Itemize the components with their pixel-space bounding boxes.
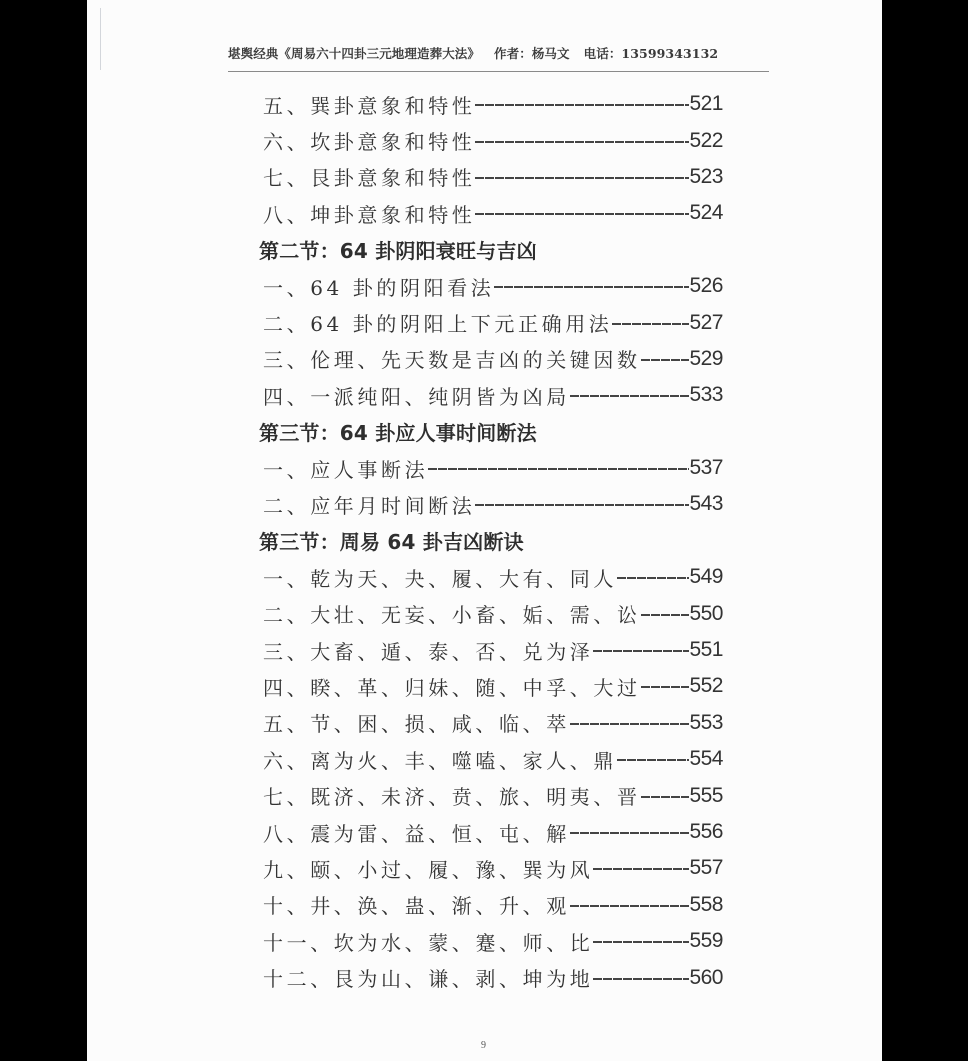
toc-page-number: 526 — [689, 274, 723, 298]
toc-entry — [263, 159, 721, 195]
table-of-contents — [259, 86, 723, 996]
dot-leader — [475, 213, 689, 215]
toc-entry — [263, 559, 721, 595]
dot-leader — [570, 832, 690, 834]
toc-entry — [263, 887, 721, 923]
dot-leader — [475, 141, 689, 143]
dot-leader — [593, 978, 689, 980]
toc-page-number: 553 — [689, 710, 723, 734]
toc-page-number: 554 — [689, 747, 723, 771]
dot-leader — [475, 504, 689, 506]
toc-entry-title: 九、颐、小过、履、豫、巽为风 — [263, 857, 594, 882]
toc-entry-title: 七、艮卦意象和特性 — [263, 166, 476, 191]
toc-entry — [263, 959, 721, 995]
toc-page-number: 524 — [689, 201, 723, 225]
toc-entry-title: 一、64 卦的阴阳看法 — [263, 275, 495, 300]
page-number: 9 — [481, 1040, 486, 1051]
toc-entry-title: 六、坎卦意象和特性 — [263, 130, 476, 155]
toc-entry-title: 二、64 卦的阴阳上下元正确用法 — [263, 312, 613, 337]
dot-leader — [641, 686, 690, 688]
toc-entry — [263, 304, 721, 340]
toc-entry-title: 三、大畜、遁、泰、否、兑为泽 — [263, 639, 594, 664]
toc-entry — [263, 668, 721, 704]
dot-leader — [617, 759, 689, 761]
toc-entry-title: 二、大壮、无妄、小畜、姤、需、讼 — [263, 603, 641, 628]
toc-page-number: 552 — [689, 674, 723, 698]
toc-page-number: 555 — [689, 783, 723, 807]
toc-section-heading — [259, 414, 721, 450]
toc-page-number: 551 — [689, 638, 723, 662]
dot-leader — [494, 286, 689, 288]
toc-entry — [263, 268, 721, 304]
toc-page-number: 559 — [689, 929, 723, 953]
dot-leader — [641, 614, 690, 616]
dot-leader — [641, 796, 690, 798]
dot-leader — [593, 941, 689, 943]
toc-entry-title: 二、应年月时间断法 — [263, 493, 476, 518]
running-header — [228, 44, 769, 62]
dot-leader — [570, 905, 690, 907]
dot-leader — [570, 723, 690, 725]
toc-section-heading — [259, 232, 721, 268]
toc-entry — [263, 814, 721, 850]
dot-leader — [475, 177, 689, 179]
toc-page-number: 521 — [689, 92, 723, 116]
toc-entry — [263, 705, 721, 741]
section-heading-title: 第三节：周易 64 卦吉凶断诀 — [259, 530, 524, 555]
header-divider — [228, 71, 769, 72]
toc-entry — [263, 595, 721, 631]
toc-entry-title: 六、离为火、丰、噬嗑、家人、鼎 — [263, 748, 617, 773]
toc-page-number: 527 — [689, 310, 723, 334]
toc-entry — [263, 122, 721, 158]
toc-entry-title: 一、应人事断法 — [263, 457, 429, 482]
scan-edge-line — [100, 8, 101, 70]
dot-leader — [641, 359, 690, 361]
toc-entry-title: 十二、艮为山、谦、剥、坤为地 — [263, 967, 594, 992]
toc-entry-title: 八、坤卦意象和特性 — [263, 202, 476, 227]
dot-leader — [617, 577, 689, 579]
toc-page-number: 529 — [689, 346, 723, 370]
toc-page-number: 556 — [689, 820, 723, 843]
toc-page-number: 533 — [689, 383, 723, 407]
toc-entry-title: 五、巽卦意象和特性 — [263, 93, 476, 118]
toc-entry — [263, 377, 721, 413]
toc-entry-title: 一、乾为天、夬、履、大有、同人 — [263, 566, 617, 591]
toc-entry — [263, 923, 721, 959]
toc-page-number: 558 — [689, 892, 723, 916]
toc-entry-title: 十、井、涣、蛊、渐、升、观 — [263, 894, 570, 919]
toc-entry — [263, 450, 721, 486]
toc-entry — [263, 86, 721, 122]
toc-page-number: 549 — [689, 565, 723, 589]
toc-page-number: 550 — [689, 601, 723, 625]
toc-entry-title: 七、既济、未济、贲、旅、明夷、晋 — [263, 785, 641, 810]
dot-leader — [570, 395, 690, 397]
toc-page-number: 543 — [689, 492, 723, 516]
dot-leader — [428, 468, 689, 470]
toc-entry-title: 四、睽、革、归妹、随、中孚、大过 — [263, 675, 641, 700]
toc-entry — [263, 777, 721, 813]
dot-leader — [612, 323, 689, 325]
toc-entry — [263, 741, 721, 777]
toc-page-number: 523 — [689, 164, 723, 188]
toc-entry-title: 十一、坎为水、蒙、蹇、师、比 — [263, 930, 594, 955]
section-heading-title: 第二节：64 卦阴阳衰旺与吉凶 — [259, 239, 537, 264]
toc-section-heading — [259, 523, 721, 559]
dot-leader — [593, 868, 689, 870]
toc-entry-title: 三、伦理、先天数是吉凶的关键因数 — [263, 348, 641, 373]
toc-entry-title: 五、节、困、损、咸、临、萃 — [263, 712, 570, 737]
dot-leader — [475, 104, 689, 106]
toc-entry — [263, 195, 721, 231]
toc-page-number: 522 — [689, 128, 723, 152]
toc-entry — [263, 850, 721, 886]
phone: 电话：13599343132 — [583, 46, 719, 61]
toc-entry-title: 四、一派纯阳、纯阴皆为凶局 — [263, 384, 570, 409]
toc-page-number: 560 — [689, 965, 723, 989]
document-page — [87, 0, 882, 1061]
toc-page-number: 537 — [689, 456, 723, 480]
section-heading-title: 第三节：64 卦应人事时间断法 — [259, 421, 537, 446]
toc-entry — [263, 632, 721, 668]
dot-leader — [593, 650, 689, 652]
toc-entry — [263, 341, 721, 377]
toc-entry-title: 八、震为雷、益、恒、屯、解 — [263, 821, 570, 846]
toc-entry — [263, 486, 721, 522]
author: 作者：杨马文 — [494, 46, 570, 61]
toc-page-number: 557 — [689, 856, 723, 880]
book-title: 堪舆经典《周易六十四卦三元地理造葬大法》 — [228, 46, 481, 61]
